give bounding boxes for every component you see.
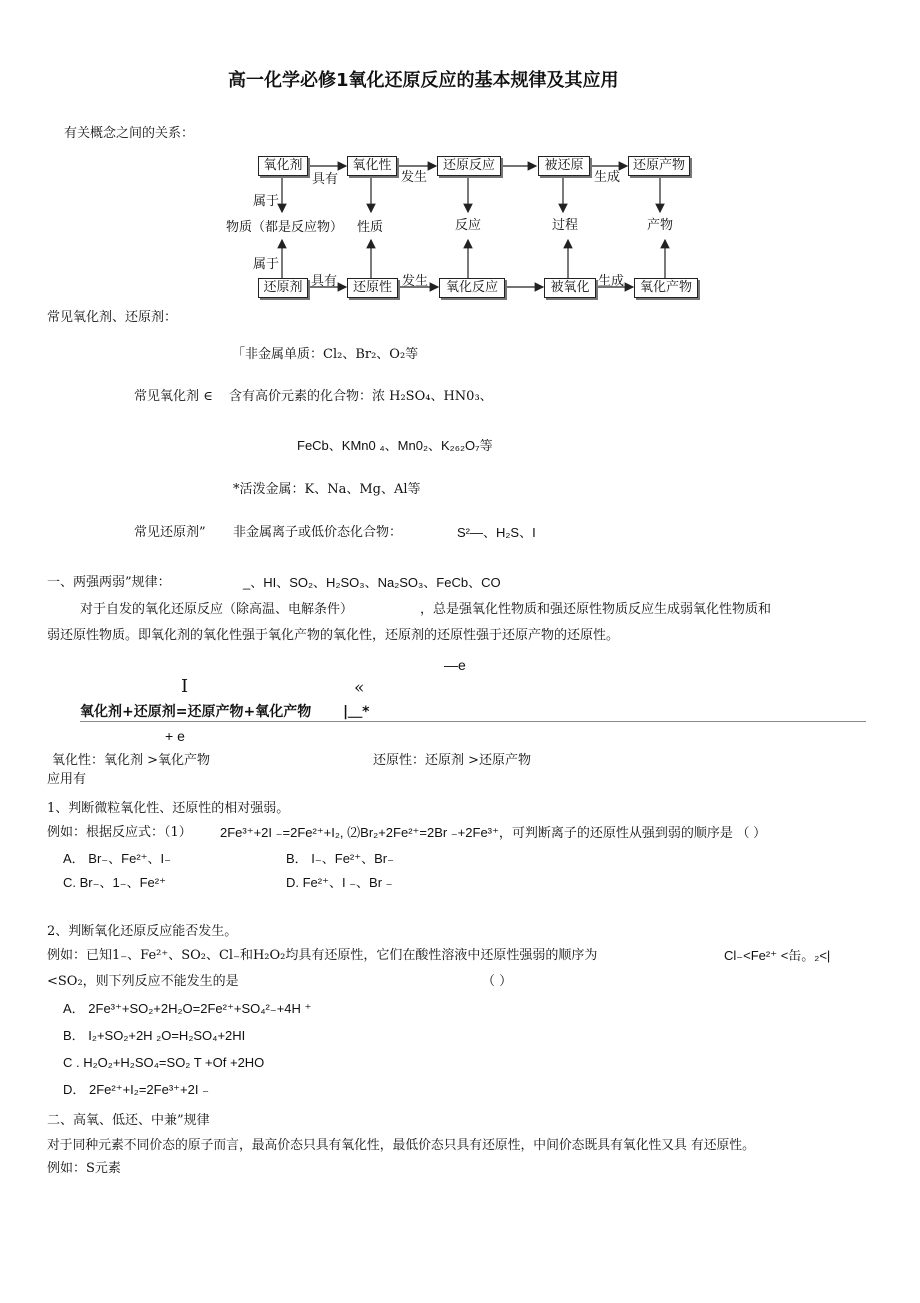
box-oxidation-product: 氧化产物 <box>634 278 698 298</box>
bracket-mark-left: I <box>181 676 189 697</box>
box-oxidized: 被氧化 <box>544 278 596 298</box>
reducing-comparison: 还原性：还原剂 >还原产物 <box>373 753 532 768</box>
section1-heading-tail: _、HI、SO₂、H₂SO₃、Na₂SO₃、FeCb、CO <box>243 575 501 590</box>
oxidant-nonmetal-line: 「非金属单质：Cl₂、Br₂、O₂等 <box>232 347 419 362</box>
section1-para1-tail: ，总是强氧化性物质和强还原性物质反应生成弱氧化性物质和 <box>420 602 772 617</box>
box-oxidizing-property: 氧化性 <box>347 156 397 176</box>
label-substance: 物质（都是反应物） <box>226 220 344 235</box>
section2-heading: 二、高氧、低还、中兼”规律 <box>47 1113 210 1128</box>
reductant-nonmetal-line: 非金属离子或低价态化合物： <box>233 525 403 540</box>
reductant-label: 常见还原剂” <box>134 525 206 540</box>
point2-option-b: B． I₂+SO₂+2H ₂O=H₂SO₄+2HI <box>63 1028 246 1043</box>
point2-example-line2: <SO₂，则下列反应不能发生的是 <box>47 974 239 989</box>
belongs-label-bottom: 属于 <box>253 257 280 272</box>
section2-example: 例如：S元素 <box>47 1161 121 1176</box>
equation-rule <box>80 721 866 722</box>
link-occurs-top: 发生 <box>401 170 428 185</box>
point2-heading: 2、判断氧化还原反应能否发生。 <box>47 924 238 939</box>
point1-heading: 1、判断微粒氧化性、还原性的相对强弱。 <box>47 801 290 816</box>
point2-example-tail: Cl₋<Fe²⁺ <缶。₂<| <box>724 948 831 963</box>
oxidant-label: 常见氧化剂 ∈ <box>134 389 213 404</box>
reductant-nonmetal-ions: S²—、H₂S、I <box>457 525 536 540</box>
section1-heading: 一、两强两弱”规律： <box>47 575 171 590</box>
electron-gain-label: + e <box>165 728 185 744</box>
label-reaction: 反应 <box>455 218 482 233</box>
box-reducing-property: 还原性 <box>347 278 398 298</box>
link-occurs-bottom: 发生 <box>402 274 429 289</box>
applications-label: 应用有 <box>47 772 87 787</box>
point2-option-a: A． 2Fe³⁺+SO₂+2H₂O=2Fe²⁺+SO₄²₋+4H ⁺ <box>63 1001 312 1016</box>
link-produces-top: 生成 <box>594 170 621 185</box>
box-reductant: 还原剂 <box>258 278 308 298</box>
point1-option-c: C. Br₋、1₋、Fe²⁺ <box>63 875 166 890</box>
box-oxidant: 氧化剂 <box>258 156 308 176</box>
point1-option-a: A． Br₋、Fe²⁺、I₋ <box>63 851 171 866</box>
section2-para: 对于同种元素不同价态的原子而言，最高价态只具有氧化性，最低价态只具有还原性，中间价态既具有氧化性又具 有还原性。 <box>47 1138 755 1153</box>
section1-para1: 对于自发的氧化还原反应（除高温、电解条件） <box>80 602 354 617</box>
oxidant-compound-line: 含有高价元素的化合物：浓 H₂SO₄、HN0₃、 <box>229 389 493 404</box>
box-reduction-reaction: 还原反应 <box>437 156 501 176</box>
common-heading: 常见氧化剂、还原剂： <box>47 310 178 325</box>
link-produces-bottom: 生成 <box>598 274 625 289</box>
label-product: 产物 <box>647 218 674 233</box>
point1-example-equation: 2Fe³⁺+2I ₋=2Fe²⁺+I₂, ⑵Br₂+2Fe²⁺=2Br ₋+2Fe³⁺，可判断离子的还原性从强到弱的顺序是 （ ） <box>220 825 767 840</box>
point2-answer-paren: （ ） <box>482 974 513 989</box>
oxidizing-comparison: 氧化性：氧化剂 >氧化产物 <box>52 753 211 768</box>
point2-option-d: D． 2Fe²⁺+I₂=2Fe³⁺+2I ₋ <box>63 1082 209 1097</box>
label-process: 过程 <box>552 218 579 233</box>
oxidant-compound-line-2: FeCb、KMn0 ₄、Mn0₂、K₂₆₂O₇等 <box>297 438 493 453</box>
point2-option-c: C . H₂O₂+H₂SO₄=SO₂ T +Of +2HO <box>63 1055 265 1070</box>
box-reduction-product: 还原产物 <box>628 156 690 176</box>
section1-para2: 弱还原性物质。即氧化剂的氧化性强于氧化产物的氧化性，还原剂的还原性强于还原产物的还原性。 <box>47 628 620 643</box>
electron-loss-label: —e <box>444 657 466 673</box>
link-has-bottom: 具有 <box>311 274 338 289</box>
belongs-label-top: 属于 <box>253 194 280 209</box>
box-reduced: 被还原 <box>538 156 590 176</box>
redox-equation: 氧化剂+还原剂=还原产物+氧化产物 <box>80 704 312 720</box>
point1-option-b: B． I₋、Fe²⁺、Br₋ <box>286 851 394 866</box>
intro-text: 有关概念之间的关系： <box>64 126 195 141</box>
link-has-top: 具有 <box>312 172 339 187</box>
label-property: 性质 <box>357 220 384 235</box>
page-title: 高一化学必修1氧化还原反应的基本规律及其应用 <box>228 70 619 91</box>
point2-example: 例如：已知1₋、Fe²⁺、SO₂、Cl₋和H₂O₂均具有还原性，它们在酸性溶液中还原性强弱的顺序为 <box>47 948 598 963</box>
point1-option-d: D. Fe²⁺、I ₋、Br ₋ <box>286 875 393 890</box>
box-oxidation-reaction: 氧化反应 <box>439 278 505 298</box>
reductant-metal-line: *活泼金属：K、Na、Mg、Al等 <box>233 482 421 497</box>
equation-tail: |＿* <box>343 704 370 720</box>
bracket-mark-right: « <box>354 678 365 698</box>
point1-example: 例如：根据反应式：（1） <box>47 825 192 840</box>
